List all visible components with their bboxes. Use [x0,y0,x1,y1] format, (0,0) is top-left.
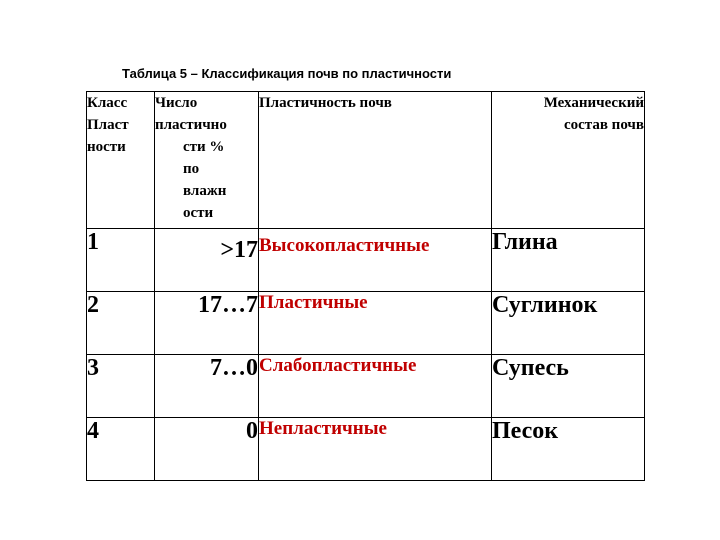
cell-plasticity-type: Высокопластичные [259,229,492,292]
table-header-row [87,92,645,229]
cell-mechanical: Глина [492,229,645,292]
table-caption: Таблица 5 – Классификация почв по пластичности [122,66,452,81]
cell-plasticity-number: 7…0 [155,355,259,418]
header-class [87,92,155,229]
cell-plasticity-number: 17…7 [155,292,259,355]
header-mechanical-line: состав почв [563,117,644,133]
cell-plasticity-number: >17 [155,229,259,292]
header-plasticity: Пластичность почв [259,92,492,229]
header-number-line: по [183,161,200,177]
header-number-line: Число [155,95,198,111]
cell-plasticity-type: Слабопластичные [259,355,492,418]
header-mechanical-line: Механический [543,95,644,111]
cell-class: 4 [87,418,155,481]
cell-mechanical: Суглинок [492,292,645,355]
cell-plasticity-type: Пластичные [259,292,492,355]
header-number [155,92,259,229]
header-class-line: ности [87,139,126,155]
cell-class: 1 [87,229,155,292]
header-number-line: ости [183,205,214,221]
cell-mechanical: Песок [492,418,645,481]
header-class-line: Класс [87,95,128,111]
table-row [87,418,645,481]
table-row [87,355,645,418]
table-row [87,229,645,292]
header-number-line: сти % [183,139,225,155]
table-row [87,292,645,355]
cell-mechanical: Супесь [492,355,645,418]
cell-plasticity-type: Непластичные [259,418,492,481]
cell-class: 3 [87,355,155,418]
header-mechanical [492,92,645,229]
header-number-line: пластично [155,117,227,133]
cell-class: 2 [87,292,155,355]
header-class-line: Пласт [87,117,129,133]
header-number-line: влажн [183,183,227,199]
cell-plasticity-number: 0 [155,418,259,481]
soil-plasticity-table [86,91,645,481]
